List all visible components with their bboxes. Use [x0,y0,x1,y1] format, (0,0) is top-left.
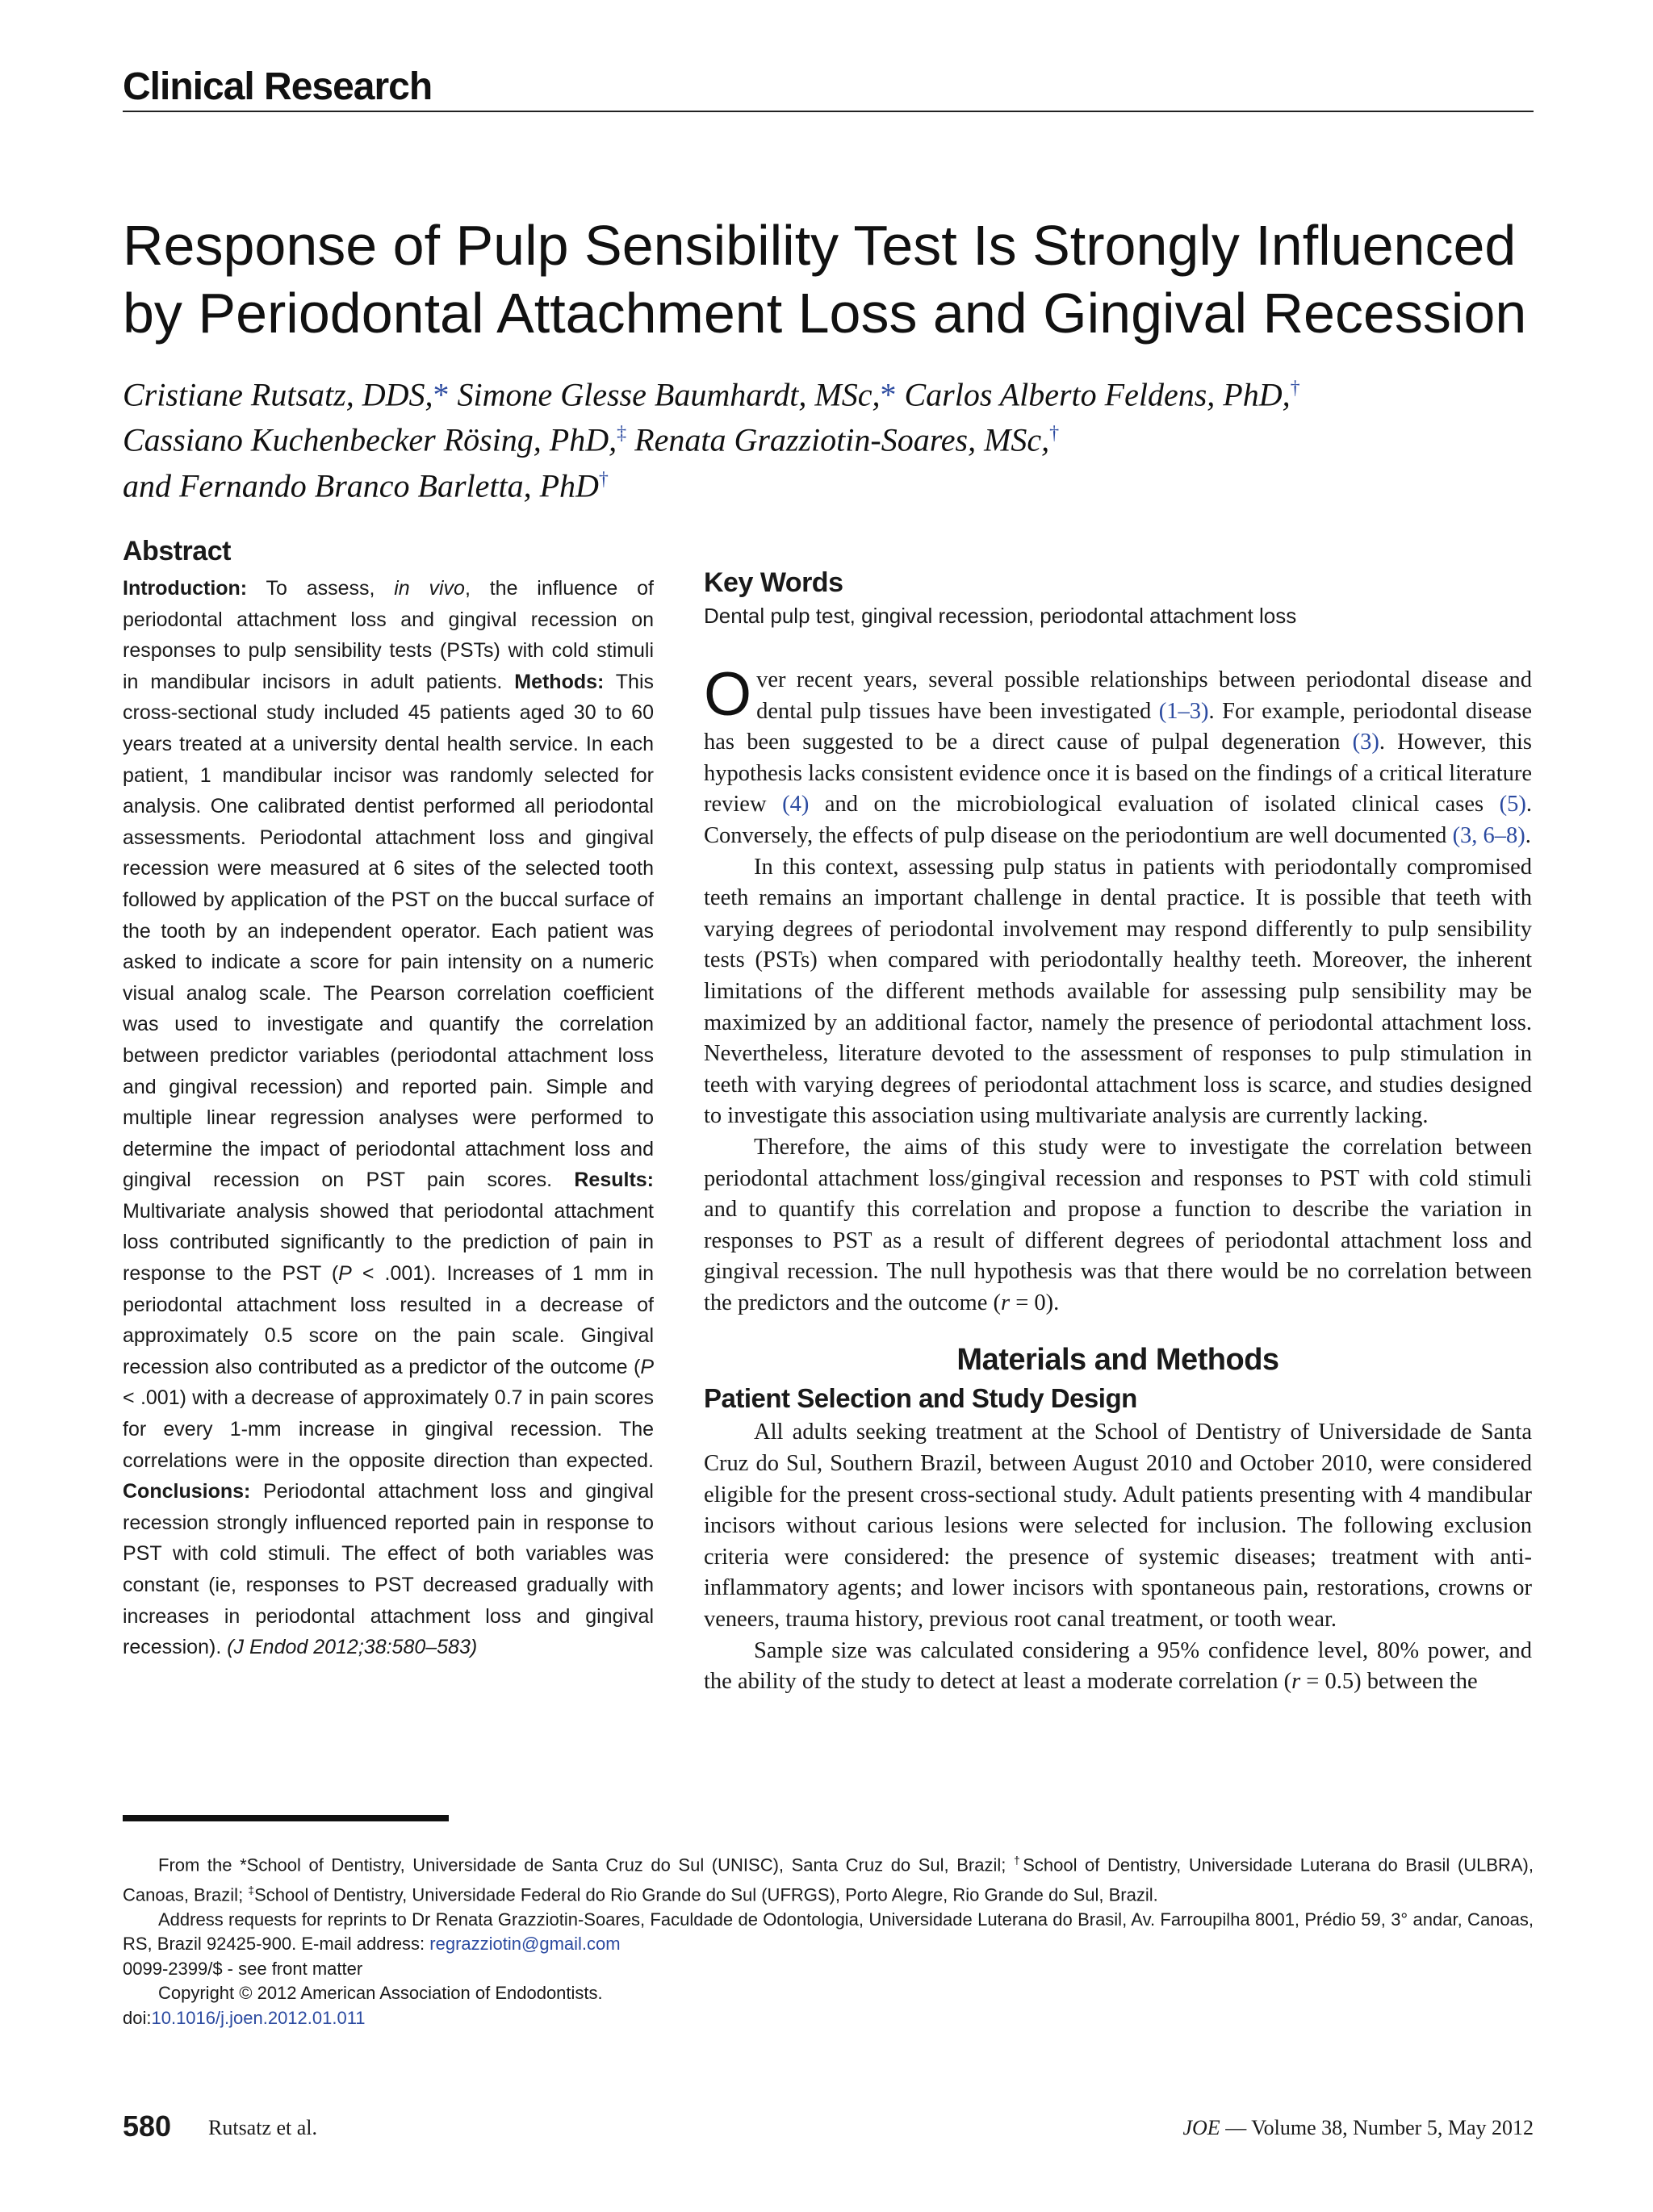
body-paragraph-5 [704,1636,1532,1698]
p1-text-c: . However, this hypothesis lacks consistent evidence once it is based on the findings of a critical literature review [704,730,1532,817]
author-6: and Fernando Branco Barletta, PhD [123,466,599,504]
methods-text: This cross-sectional study included 45 patients aged 30 to 60 years treated at a university dental health service. In each patient, 1 mandibular incisor was randomly selected for analysis. One calibrated dentist performed all periodontal assessments. Periodontal attachment loss and gingival recession were measured at 6 sites of the selected tooth followed by application of the PST on the buccal surface of the tooth by an independent operator. Each patient was asked to indicate a score for pain intensity on a numeric visual analog scale. The Pearson correlation coefficient was used to investigate and quantify the correlation between predictor variables (periodontal attachment loss and gingival recession) and reported pain. Simple and multiple linear regression analyses were performed to determine the impact of periodontal attachment loss and gingival recession on PST pain scores. [123,670,654,1192]
footnote-address [123,1908,1534,1957]
author-1-mark[interactable]: * [433,376,450,413]
author-2-mark[interactable]: * [880,376,897,413]
subsection-heading: Patient Selection and Study Design [704,1383,1137,1414]
reference-link[interactable]: (3) [1352,730,1379,755]
authors-line-2 [123,414,1543,459]
footnotes [123,1848,1534,2030]
section-heading: Materials and Methods [956,1343,1279,1378]
footnote-mark: ‡ [248,1883,255,1896]
footnote-text: From the [158,1854,241,1875]
page-number: 580 [123,2110,172,2143]
r-symbol: r [1001,1290,1011,1315]
author-2: Simone Glesse Baumhardt, MSc, [457,376,881,413]
authors-line-1 [123,369,1543,414]
abstract-citation: (J Endod 2012;38:580–583) [227,1636,478,1659]
p3-text-a: Therefore, the aims of this study were to investigate the correlation between periodontal attachment loss/gingival recession and responses to PST with cold stimuli and to quantify this correlation and propose a function to describe the variation in responses to PST as a result of different degrees of periodontal attachment loss and gingival recession. The null hypothesis was that there would be no correlation between the predictors and the outcome ( [704,1134,1532,1315]
p3-text-b: = 0). [1010,1290,1060,1315]
footnote-issn: 0099-2399/$ - see front matter [123,1958,363,1979]
author-3: Carlos Alberto Feldens, PhD, [904,376,1291,413]
abstract-heading: Abstract [123,536,231,567]
footnote-text: School of Dentistry, Universidade Luterana do Brasil (ULBRA), Canoas, Brazil; [123,1854,1534,1905]
footnote-text: School of Dentistry, Universidade de Santa Cruz do Sul (UNISC), Santa Cruz do Sul, Brazil; [246,1854,1014,1875]
footnote-text: School of Dentistry, Universidade Federal do Rio Grande do Sul (UFRGS), Porto Alegre, Rio Grande do Sul, Brazil. [254,1884,1158,1905]
intro-text-a: To assess, [247,577,395,600]
keywords-heading: Key Words [704,567,843,598]
doi-link[interactable]: 10.1016/j.joen.2012.01.011 [151,2007,366,2028]
footnote-mark: * [240,1854,247,1875]
results-text-a: Multivariate analysis showed that periodontal attachment loss contributed significantly to the prediction of pain in response to the PST ( [123,1199,654,1286]
drop-cap: O [704,660,752,729]
author-5-mark[interactable]: † [1049,423,1060,445]
header-rule [123,111,1534,112]
author-3-mark[interactable]: † [1290,378,1300,399]
intro-label: Introduction: [123,577,248,600]
body-paragraph-1 [704,660,1532,852]
author-5: Renata Grazziotin-Soares, MSc, [634,421,1050,458]
p5-text-b: = 0.5) between the [1300,1669,1478,1695]
article-title [123,211,1543,347]
results-text-b: < .001). Increases of 1 mm in periodontal attachment loss resulted in a decrease of approximately 0.5 score on the pain scale. Gingival recession also contributed as a predictor of the outcome ( [123,1262,654,1378]
abstract-text [123,573,654,1663]
title-line-1: Response of Pulp Sensibility Test Is Strongly Influenced [123,214,1517,277]
reference-link[interactable]: (4) [782,792,810,817]
keywords-text: Dental pulp test, gingival recession, periodontal attachment loss [704,604,1297,628]
footnote-affiliations [123,1848,1534,1908]
p-symbol: P [338,1262,352,1286]
r-symbol: r [1291,1669,1301,1695]
running-author: Rutsatz et al. [208,2116,318,2139]
author-list [123,369,1543,505]
p1-text-e: . Conversely, the effects of pulp disease on the periodontium are well documented [704,792,1532,848]
author-4: Cassiano Kuchenbecker Rösing, PhD, [123,421,617,458]
running-journal [1182,2116,1534,2140]
footnote-text: Address requests for reprints to Dr Renata Grazziotin-Soares, Faculdade de Odontologia, Universidade Luterana do Brasil, Av. Farroupilha 8001, Prédio 59, 3° andar, Canoas, RS, Brazil 92425-900. E-mail address: [123,1909,1534,1955]
intro-text-b: , the influence of periodontal attachment loss and gingival recession on responses to pulp sensibility tests (PSTs) with cold stimuli in mandibular incisors in adult patients. [123,577,654,693]
body-paragraph-4: All adults seeking treatment at the School of Dentistry of Universidade de Santa Cruz do Sul, Southern Brazil, between August 2010 and October 2010, were considered eligible for the present cross-sectional study. Adult patients presenting with 4 mandibular incisors without carious lesions were selected for inclusion. The following exclusion criteria were considered: the presence of systemic diseases; treatment with anti-inflammatory agents; and lower incisors with spontaneous pain, restorations, crowns or veneers, trauma history, previous root canal treatment, or tooth wear. [704,1420,1532,1633]
methods-label: Methods: [514,670,605,693]
conclusions-text: Periodontal attachment loss and gingival recession strongly influenced reported pain in response to PST with cold stimuli. The effect of both variables was constant (ie, responses to PST decreased gradually with increases in periodontal attachment loss and gingival recession). [123,1480,654,1659]
authors-line-3 [123,460,1543,505]
conclusions-label: Conclusions: [123,1480,251,1503]
results-label: Results: [574,1169,654,1192]
section-label: Clinical Research [123,65,433,108]
reference-link[interactable]: (3, 6–8) [1452,822,1525,848]
author-4-mark[interactable]: ‡ [617,423,627,445]
body-column [704,565,1532,1698]
footnote-copyright: Copyright © 2012 American Association of Endodontists. [158,1983,603,2004]
reference-link[interactable]: (5) [1499,792,1526,817]
body-paragraph-3 [704,1132,1532,1319]
footnote-rule [123,1815,449,1821]
abstract-column [123,534,654,1663]
doi-label: doi: [123,2007,152,2028]
email-link[interactable]: regrazziotin@gmail.com [429,1934,621,1955]
footnote-doi [123,2006,1534,2031]
p1-text-d: and on the microbiological evaluation of isolated clinical cases [809,792,1500,817]
author-6-mark[interactable]: † [598,468,609,490]
title-line-2: by Periodontal Attachment Loss and Gingival Recession [123,282,1527,345]
journal-issue: — Volume 38, Number 5, May 2012 [1220,2116,1534,2139]
footnote-mark: † [1013,1854,1023,1867]
p5-text-a: Sample size was calculated considering a 95% confidence level, 80% power, and the ability of the study to detect at least a moderate correlation ( [704,1637,1532,1695]
p-symbol: P [640,1355,654,1378]
results-text-c: < .001) with a decrease of approximately 0.7 in pain scores for every 1-mm increase in gingival recession. The correlations were in the opposite direction than expected. [123,1386,654,1472]
body-paragraph-2: In this context, assessing pulp status in patients with periodontally compromised teeth remains an important challenge in dental practice. It is possible that teeth with varying degrees of periodontal involvement may respond differently to pulp sensibility tests (PSTs) when compared with periodontally healthy teeth. Moreover, the inherent limitations of the different methods available for assessing pulp sensibility may be maximized by an additional factor, namely the presence of periodontal attachment loss. Nevertheless, literature devoted to the assessment of responses to pulp stimulation in teeth with varying degrees of periodontal attachment loss is scarce, and studies designed to investigate this association using multivariate analysis are currently lacking. [704,854,1532,1129]
reference-link[interactable]: (1–3) [1158,698,1209,724]
p1-text-b: . For example, periodontal disease has been suggested to be a direct cause of pulpal degeneration [704,698,1532,755]
p1-text-a: ver recent years, several possible relationships between periodontal disease and dental pulp tissues have been investigated [756,667,1532,724]
journal-abbrev: JOE [1182,2116,1220,2139]
p1-text-f: . [1525,822,1531,848]
intro-in-vivo: in vivo [394,577,465,600]
author-1: Cristiane Rutsatz, DDS, [123,376,433,413]
